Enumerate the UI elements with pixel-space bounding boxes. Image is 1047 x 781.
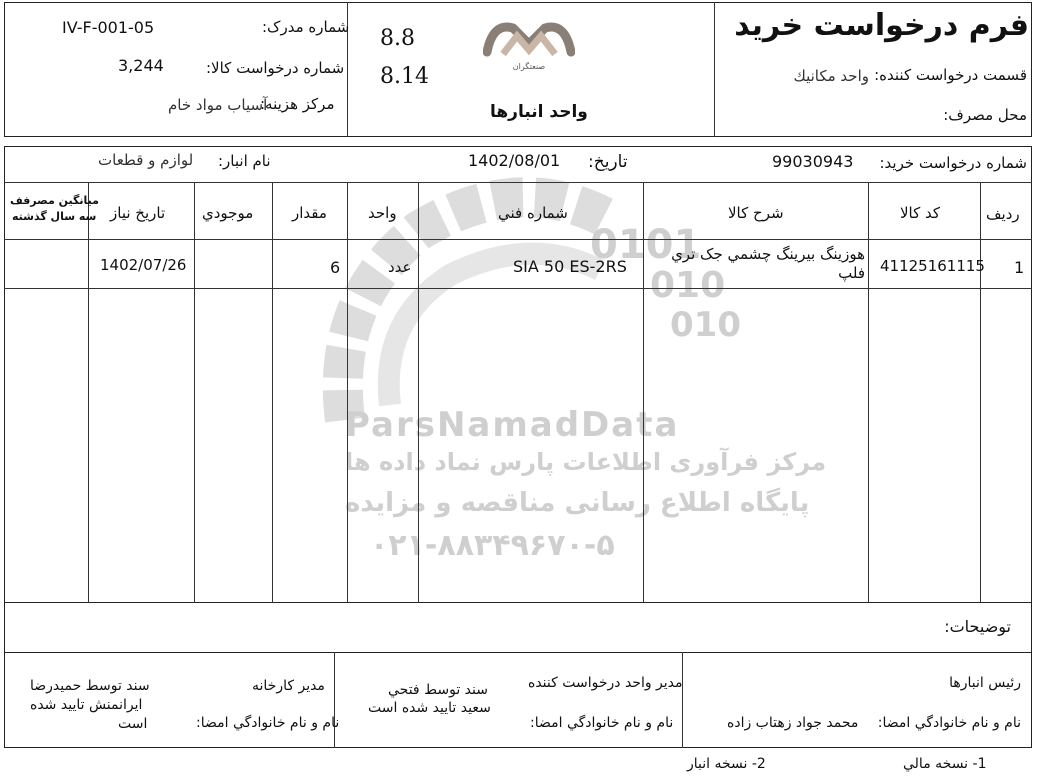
watermark-phone: ۰۲۱-۸۸۳۴۹۶۷۰-۵ xyxy=(370,528,615,563)
purchase-no-value: 99030943 xyxy=(772,152,854,171)
col-header-tech-no: شماره فني xyxy=(498,204,568,222)
cost-center-value: آسياب مواد خام xyxy=(168,96,268,114)
col-header-stock: موجودي xyxy=(202,204,254,222)
col-header-avg-2: سه سال گذشته xyxy=(12,210,97,223)
warehouse-name-value: لوازم و قطعات xyxy=(98,151,194,169)
col-header-unit: واحد xyxy=(368,204,397,222)
cell-tech-no: SIA 50 ES-2RS xyxy=(513,257,627,276)
doc-no-value: IV-F-001-05 xyxy=(62,18,155,37)
watermark-line-2: پایگاه اطلاع رسانی مناقصه و مزایده xyxy=(345,488,810,518)
company-logo xyxy=(483,14,575,76)
signatures-box xyxy=(4,652,1032,748)
requesting-unit-label: قسمت درخواست کننده: xyxy=(874,66,1027,84)
date-value: 1402/08/01 xyxy=(468,151,561,170)
doc-no-label: شماره مدرک: xyxy=(262,18,350,36)
cell-need-date: 1402/07/26 xyxy=(100,256,187,274)
watermark-digits-1: 0101 xyxy=(590,222,702,268)
warehouse-head-name: محمد جواد زهتاب زاده xyxy=(727,715,859,731)
watermark-digits-2: 010 xyxy=(650,265,726,306)
col-header-code: کد کالا xyxy=(900,204,941,222)
warehouse-head-title: رئيس انبارها xyxy=(949,675,1021,691)
watermark-brand: ParsNamadData xyxy=(345,405,680,445)
warehouse-unit-title: واحد انبارها xyxy=(490,102,588,122)
goods-request-label: شماره درخواست کالا: xyxy=(206,59,345,77)
col-header-row: رديف xyxy=(986,205,1020,223)
cell-desc-1: هوزينگ بيرينگ چشمي جک تري xyxy=(671,245,865,263)
notes-box xyxy=(4,603,1032,653)
factory-note-2: ايرانمنش تاييد شده xyxy=(30,697,143,713)
watermark-line-1: مرکز فرآوری اطلاعات پارس نماد داده ها xyxy=(345,448,827,476)
purchase-no-label: شماره درخواست خريد: xyxy=(879,154,1027,172)
col-header-avg-1: ميانگين مصرفف xyxy=(10,194,99,207)
factory-note-1: سند توسط حميدرضا xyxy=(30,678,150,694)
col-header-need-date: تاريخ نياز xyxy=(110,204,166,222)
cell-desc-2: فلپ xyxy=(838,264,865,282)
warehouse-name-label: نام انبار: xyxy=(218,152,271,170)
cell-unit: عدد xyxy=(388,258,412,276)
cost-center-label: مرکز هزينه: xyxy=(260,95,335,113)
factory-name-label: نام و نام خانوادگي امضا: xyxy=(196,715,340,731)
col-header-qty: مقدار xyxy=(292,204,327,222)
factory-note-3: است xyxy=(118,716,148,732)
cell-code: 41125161115 xyxy=(880,257,985,275)
cell-qty: 6 xyxy=(330,258,341,277)
date-label: تاريخ: xyxy=(588,152,628,172)
notes-label: توضيحات: xyxy=(944,617,1011,636)
goods-request-value: 3,244 xyxy=(118,56,164,75)
requester-note-1: سند توسط فتحي xyxy=(388,682,488,698)
warehouse-head-name-label: نام و نام خانوادگي امضا: xyxy=(877,715,1021,731)
form-title: فرم درخواست خريد xyxy=(734,8,1029,43)
logo-caption: صنعتگران xyxy=(512,62,546,71)
col-header-desc: شرح کالا xyxy=(728,204,784,222)
requesting-unit-value: واحد مکانيك xyxy=(793,67,869,85)
watermark-digits-3: 010 xyxy=(670,305,741,345)
cell-row-no: 1 xyxy=(1014,258,1025,277)
footer-copy-1: 1- نسخه مالي xyxy=(903,756,987,772)
version-1: 8.8 xyxy=(380,26,415,51)
company-logo-icon xyxy=(483,14,575,64)
usage-place-label: محل مصرف: xyxy=(943,106,1027,124)
factory-manager-title: مدير کارخانه xyxy=(252,678,325,694)
requester-name-label: نام و نام خانوادگي امضا: xyxy=(530,715,674,731)
requester-note-2: سعيد تاييد شده است xyxy=(368,700,491,716)
version-2: 8.14 xyxy=(380,64,429,89)
requester-manager-title: مدير واحد درخواست کننده xyxy=(528,675,683,691)
footer-copy-2: 2- نسخه انبار xyxy=(687,756,766,772)
